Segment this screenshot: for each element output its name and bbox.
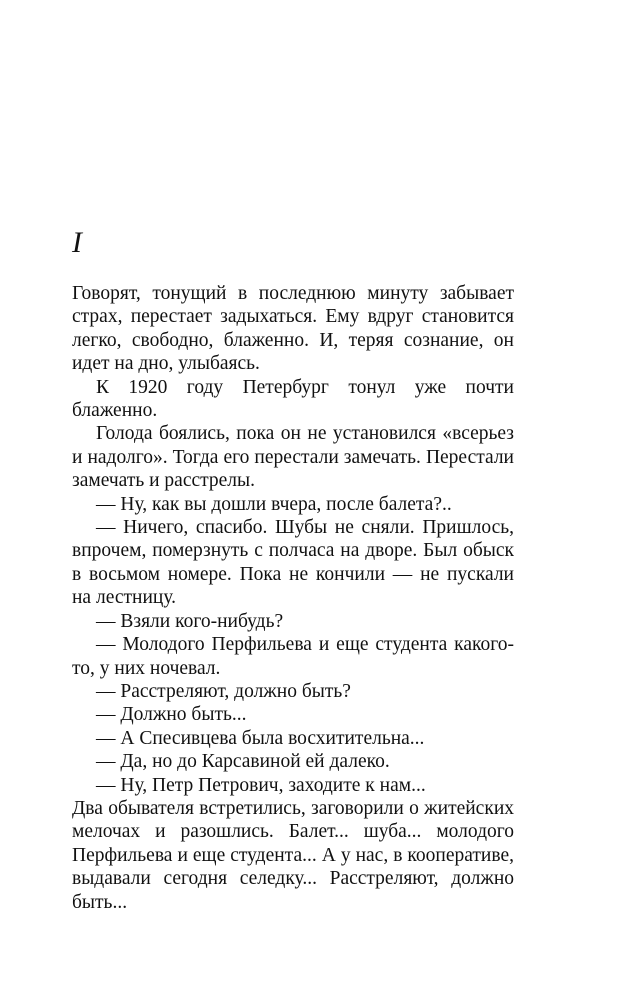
dialogue-line: — Да, но до Карсавиной ей далеко.	[96, 751, 390, 773]
dialogue-line: — Расстреляют, должно быть?	[96, 680, 351, 702]
paragraph: К 1920 году Петербург тонул уже почти блаженно.	[72, 376, 514, 422]
dialogue-line: — Молодого Перфильева и еще студента какого-то, у них ночевал.	[72, 634, 514, 679]
paragraph: Говорят, тонущий в последнюю минуту забывает страх, перестает задыхаться. Ему вдруг становится легко, свободно, блаженно. И, теряя сознание, он идет на дно, улыбаясь.	[72, 283, 514, 375]
body-text	[72, 282, 514, 914]
dialogue-line: — Ну, Петр Петрович, заходите к нам...	[96, 774, 426, 796]
dialogue-line: — А Спесивцева была восхитительна...	[96, 727, 425, 749]
chapter-numeral: I	[72, 226, 82, 259]
paragraph: Голода боялись, пока он не установился «всерьез и надолго». Тогда его перестали замечать. Перестали замечать и расстрелы.	[72, 423, 514, 492]
dialogue-line: — Должно быть...	[96, 704, 247, 726]
dialogue-line: — Ну, как вы дошли вчера, после балета?..	[96, 493, 452, 515]
paragraph: Два обывателя встретились, заговорили о житейских мелочах и разошлись. Балет... шуба... молодого Перфильева и еще студента... А у нас, в кооперативе, выдавали сегодня селедку... Расстреляют, должно быть...	[72, 797, 514, 913]
dialogue-line: — Взяли кого-нибудь?	[96, 610, 284, 632]
dialogue-line: — Ничего, спасибо. Шубы не сняли. Пришлось, впрочем, померзнуть с полчаса на дворе. Был обыск в восьмом номере. Пока не кончили — не пускали на лестницу.	[72, 517, 514, 609]
book-page	[72, 228, 514, 914]
